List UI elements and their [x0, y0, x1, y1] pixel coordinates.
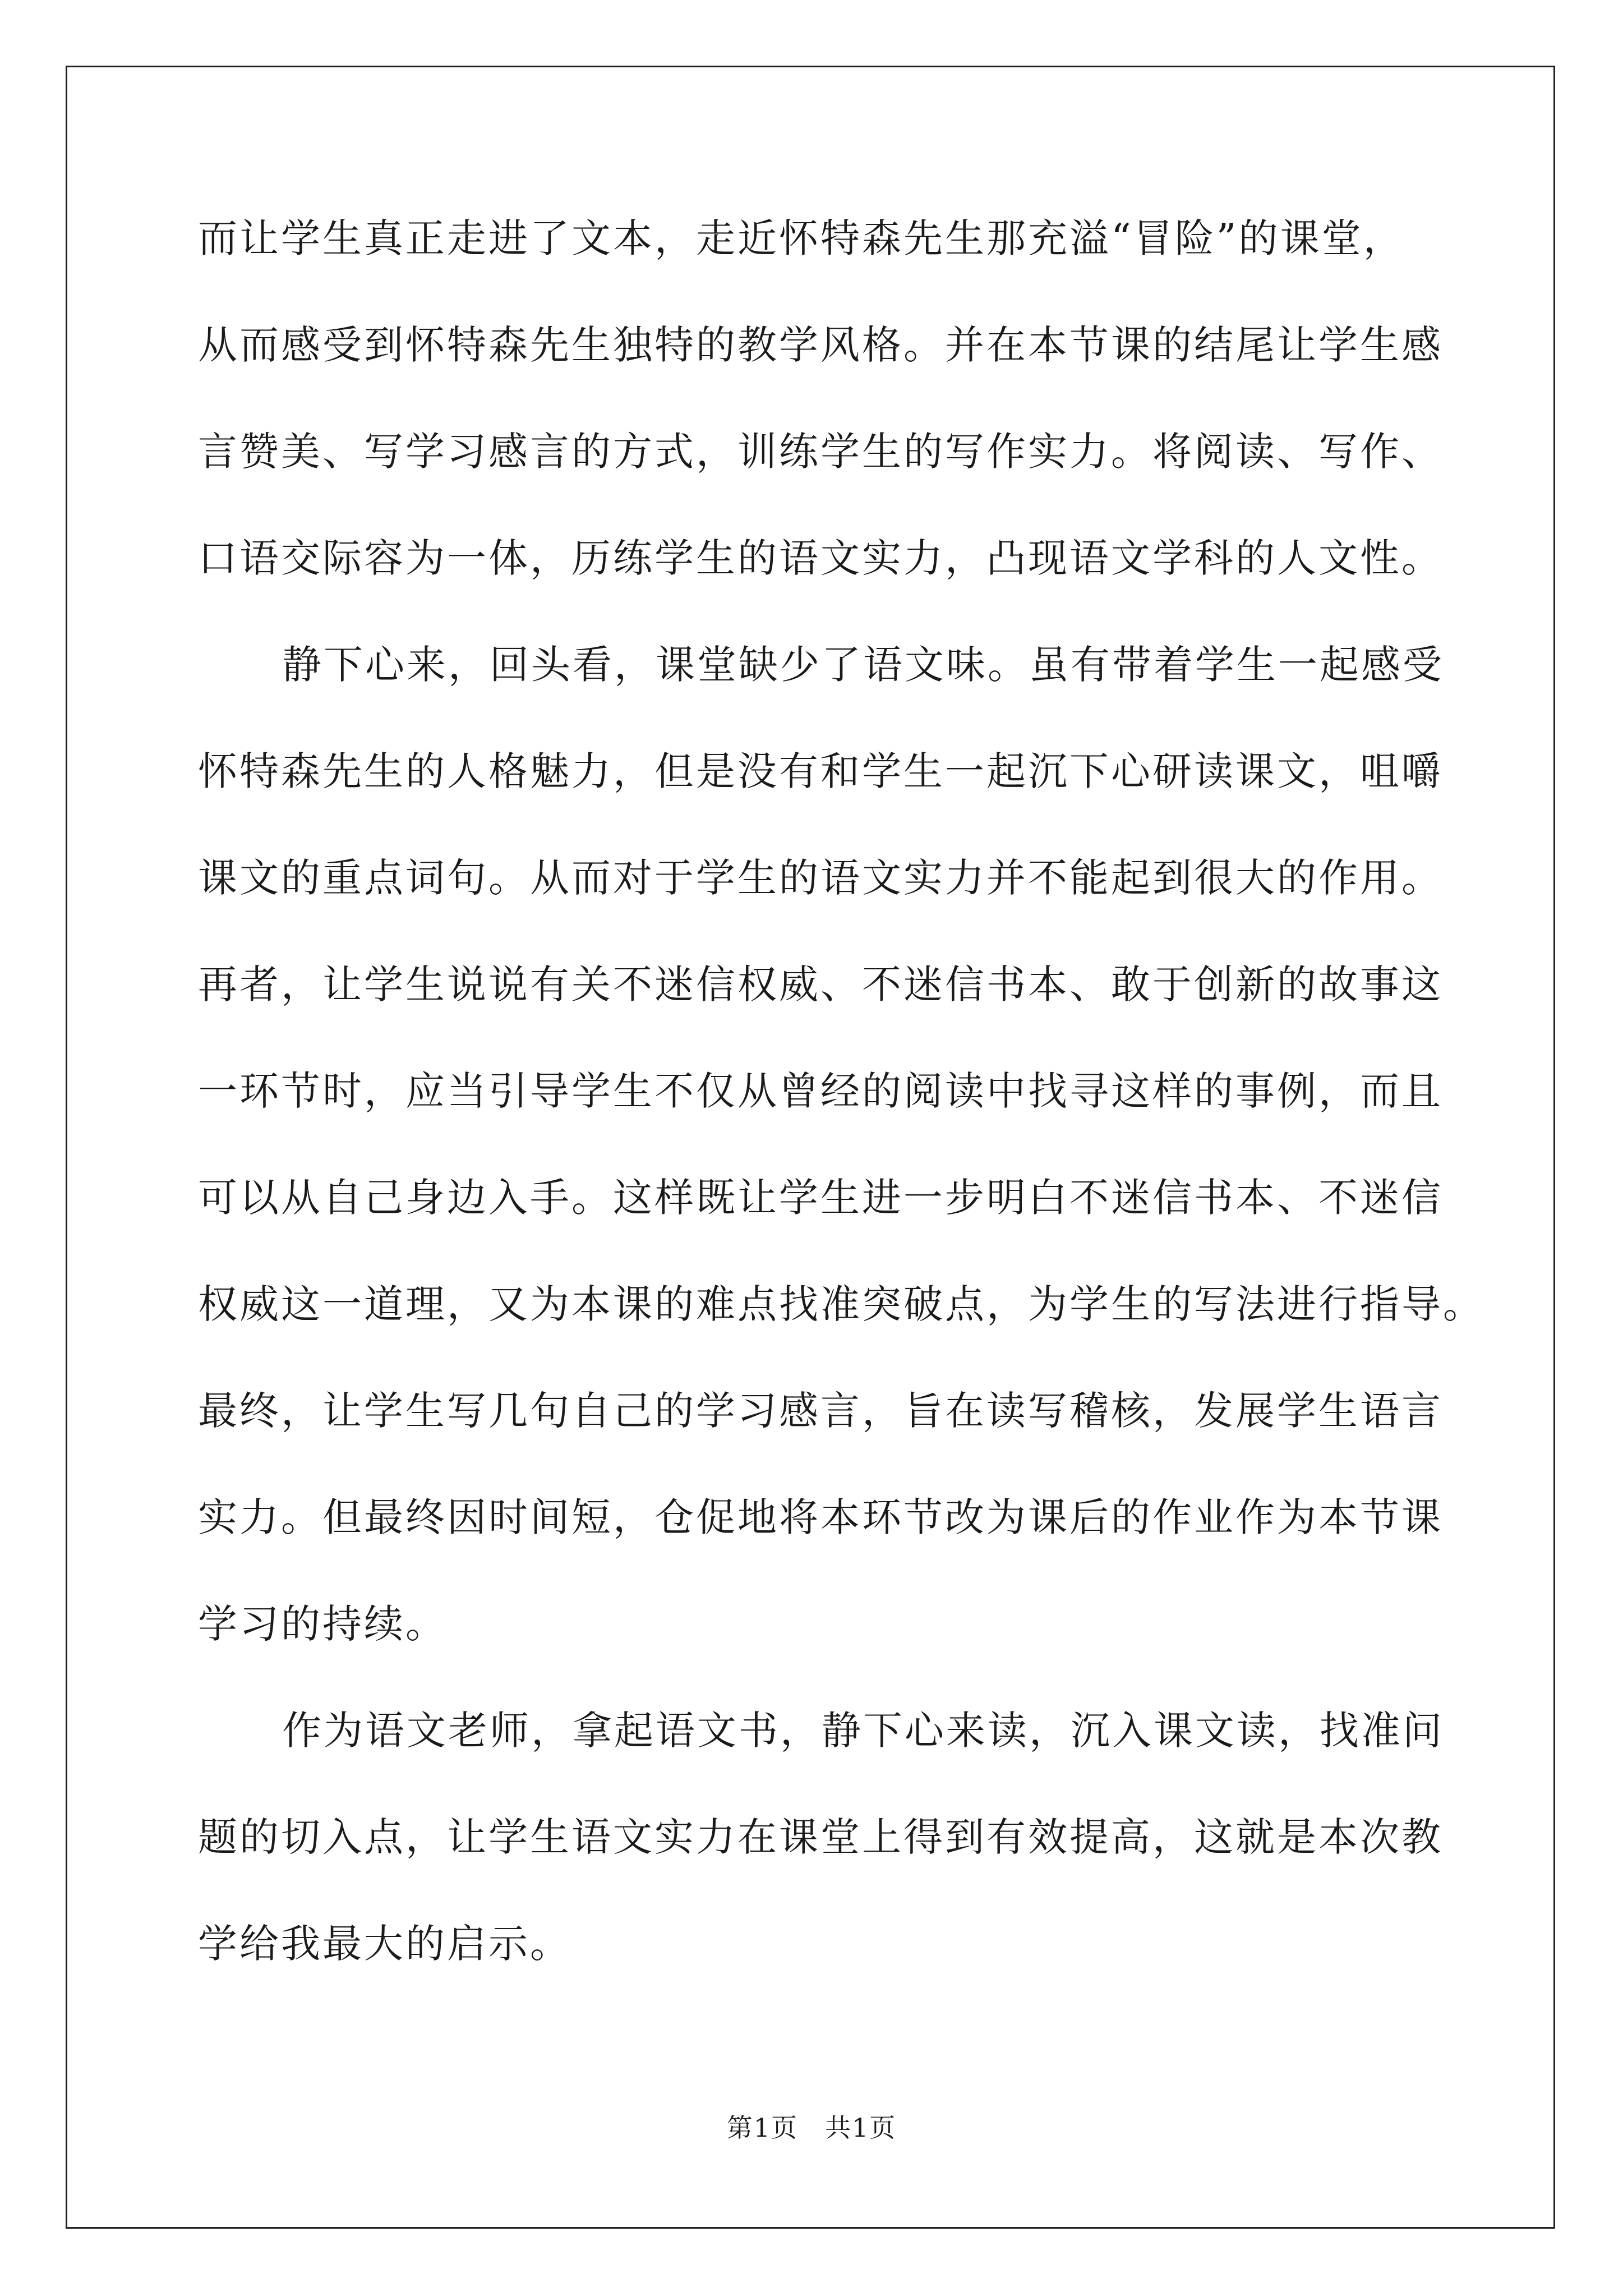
text-line: 学习的持续。 [198, 1601, 447, 1647]
text-line: 一环节时，应当引导学生不仅从曾经的阅读中找寻这样的事例，而且 [198, 1068, 1443, 1114]
text-line: 最终，让学生写几句自己的学习感言，旨在读写稽核，发展学生语言 [198, 1388, 1443, 1434]
text-line: 再者，让学生说说有关不迷信权威、不迷信书本、敢于创新的故事这 [198, 961, 1443, 1007]
text-line: 从而感受到怀特森先生独特的教学风格。并在本节课的结尾让学生感 [198, 322, 1443, 368]
text-line: 言赞美、写学习感言的方式，训练学生的写作实力。将阅读、写作、 [198, 429, 1443, 475]
text-line: 作为语文老师，拿起语文书，静下心来读，沉入课文读，找准问 [282, 1708, 1444, 1754]
text-line: 实力。但最终因时间短，仓促地将本环节改为课后的作业作为本节课 [198, 1494, 1443, 1540]
text-line: 题的切入点，让学生语文实力在课堂上得到有效提高，这就是本次教 [198, 1814, 1443, 1860]
document-body [198, 215, 1484, 2031]
page-footer: 第1页 共1页 [726, 2113, 897, 2143]
text-line: 口语交际容为一体，历练学生的语文实力，凸现语文学科的人文性。 [198, 535, 1443, 581]
text-line: 静下心来，回头看，课堂缺少了语文味。虽有带着学生一起感受 [282, 642, 1444, 688]
text-line: 而让学生真正走进了文本，走近怀特森先生那充溢“冒险”的课堂， [198, 215, 1405, 261]
text-line: 权威这一道理，又为本课的难点找准突破点，为学生的写法进行指导。 [198, 1281, 1484, 1327]
text-line: 可以从自己身边入手。这样既让学生进一步明白不迷信书本、不迷信 [198, 1175, 1443, 1221]
text-line: 课文的重点词句。从而对于学生的语文实力并不能起到很大的作用。 [198, 855, 1443, 901]
text-line: 学给我最大的启示。 [198, 1921, 571, 1967]
text-line: 怀特森先生的人格魅力，但是没有和学生一起沉下心研读课文，咀嚼 [198, 748, 1443, 794]
